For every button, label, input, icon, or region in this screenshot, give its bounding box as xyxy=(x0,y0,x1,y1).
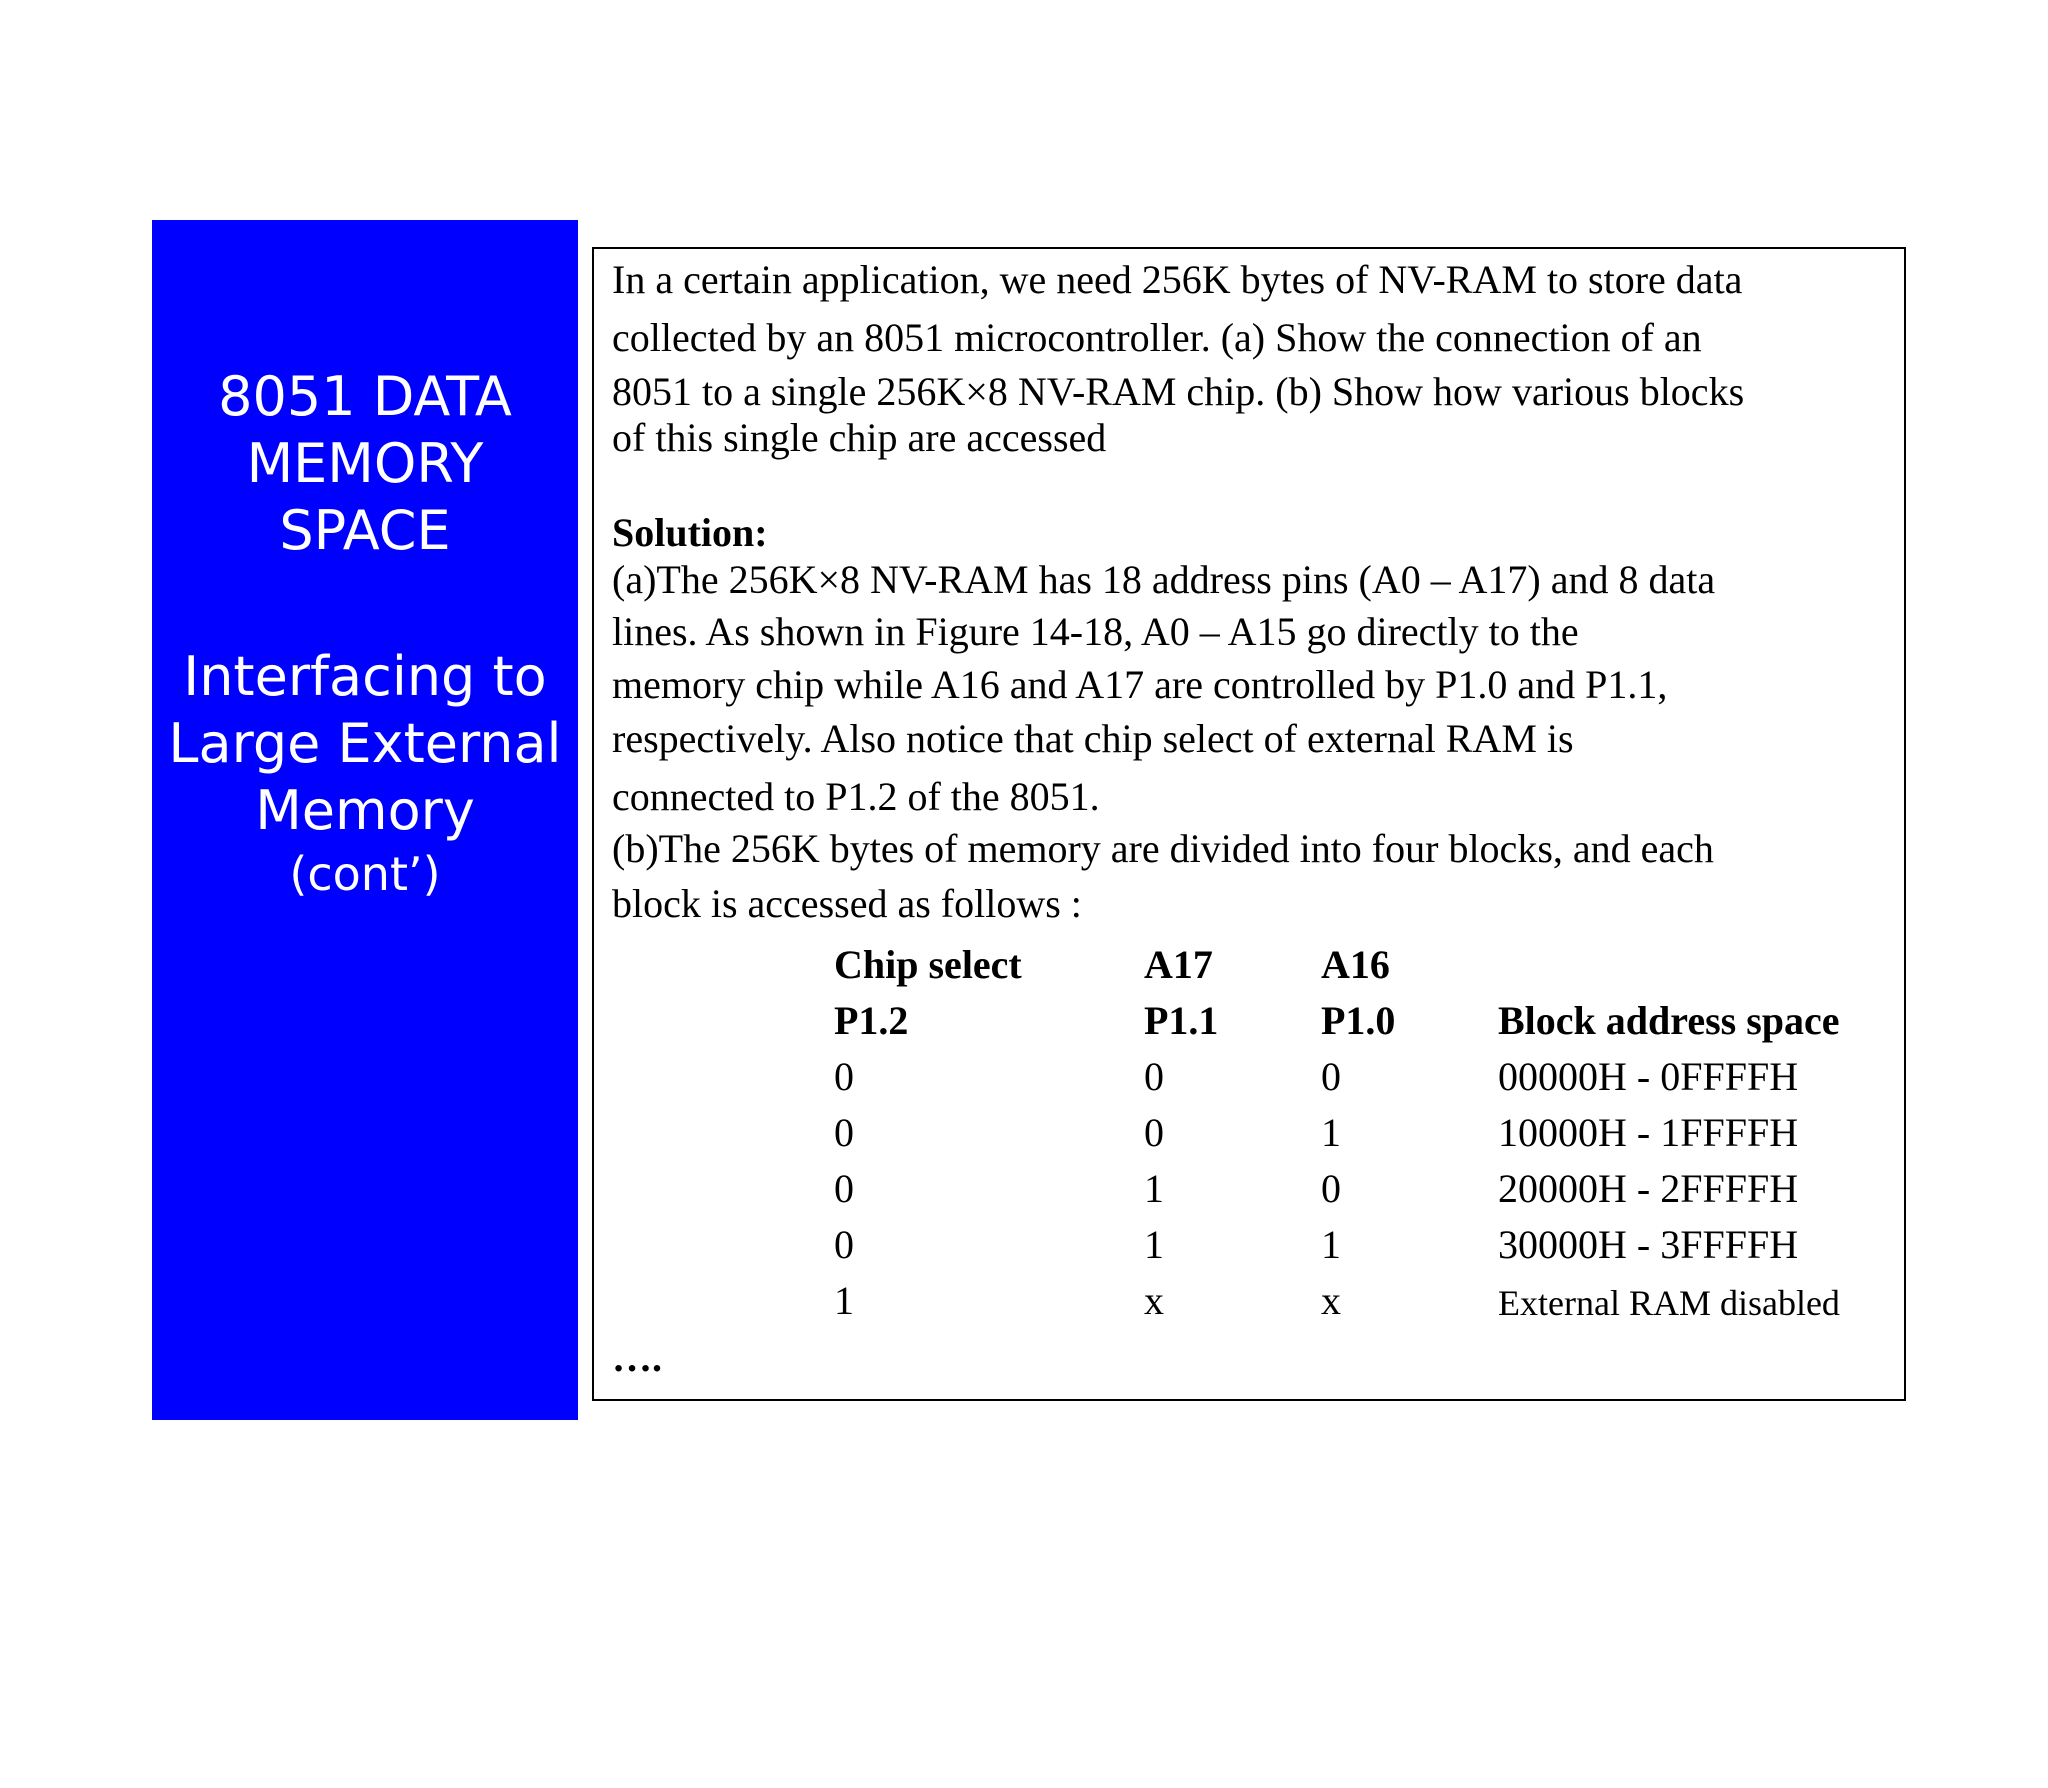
problem-line-4: of this single chip are accessed xyxy=(612,415,1107,460)
ellipsis: …. xyxy=(612,1335,662,1380)
table-cell: 20000H - 2FFFFH xyxy=(1498,1166,1799,1211)
title-line-3: SPACE xyxy=(279,499,451,562)
solution-line-7: block is accessed as follows : xyxy=(612,881,1082,926)
table-cell: 1 xyxy=(834,1278,854,1323)
problem-line-2: collected by an 8051 microcontroller. (a) Show the connection of an xyxy=(612,315,1702,360)
table-cell: 1 xyxy=(1144,1166,1164,1211)
table-cell: 10000H - 1FFFFH xyxy=(1498,1110,1799,1155)
table-cell: 0 xyxy=(834,1166,854,1211)
subtitle-line-3: Memory xyxy=(255,779,475,842)
solution-line-6: (b)The 256K bytes of memory are divided into four blocks, and each xyxy=(612,826,1714,871)
solution-line-3: memory chip while A16 and A17 are controlled by P1.0 and P1.1, xyxy=(612,662,1668,707)
table-header-p11: P1.1 xyxy=(1144,998,1219,1043)
table-cell: 00000H - 0FFFFH xyxy=(1498,1054,1799,1099)
problem-line-3: 8051 to a single 256K×8 NV-RAM chip. (b) Show how various blocks xyxy=(612,369,1745,414)
table-cell: 1 xyxy=(1321,1222,1341,1267)
table-cell: External RAM disabled xyxy=(1498,1283,1840,1323)
problem-line-1: In a certain application, we need 256K bytes of NV-RAM to store data xyxy=(612,257,1743,302)
solution-label: Solution: xyxy=(612,510,768,555)
table-cell: x xyxy=(1321,1278,1341,1323)
table-cell: 0 xyxy=(834,1222,854,1267)
content-box xyxy=(592,247,1906,1401)
table-header-a17: A17 xyxy=(1144,942,1213,987)
table-header-p10: P1.0 xyxy=(1321,998,1396,1043)
table-cell: 1 xyxy=(1144,1222,1164,1267)
table-cell: 0 xyxy=(834,1110,854,1155)
table-cell: x xyxy=(1144,1278,1164,1323)
table-header-a16: A16 xyxy=(1321,942,1390,987)
table-cell: 0 xyxy=(1144,1110,1164,1155)
solution-line-2: lines. As shown in Figure 14-18, A0 – A15 go directly to the xyxy=(612,609,1579,654)
table-header-block-address: Block address space xyxy=(1498,998,1840,1043)
cont-label: (cont’) xyxy=(289,847,441,901)
table-header-chip-select: Chip select xyxy=(834,942,1022,987)
table-cell: 0 xyxy=(834,1054,854,1099)
table-cell: 30000H - 3FFFFH xyxy=(1498,1222,1799,1267)
title-line-2: MEMORY xyxy=(246,432,484,495)
solution-line-4: respectively. Also notice that chip select of external RAM is xyxy=(612,716,1574,761)
solution-line-1: (a)The 256K×8 NV-RAM has 18 address pins (A0 – A17) and 8 data xyxy=(612,557,1716,602)
table-cell: 1 xyxy=(1321,1110,1341,1155)
table-cell: 0 xyxy=(1321,1166,1341,1211)
subtitle-line-2: Large External xyxy=(168,712,562,775)
side-title-panel xyxy=(152,220,578,1420)
title-line-1: 8051 DATA xyxy=(218,365,512,428)
subtitle-line-1: Interfacing to xyxy=(183,645,547,708)
table-header-p12: P1.2 xyxy=(834,998,909,1043)
solution-line-5: connected to P1.2 of the 8051. xyxy=(612,774,1100,819)
table-cell: 0 xyxy=(1321,1054,1341,1099)
table-cell: 0 xyxy=(1144,1054,1164,1099)
